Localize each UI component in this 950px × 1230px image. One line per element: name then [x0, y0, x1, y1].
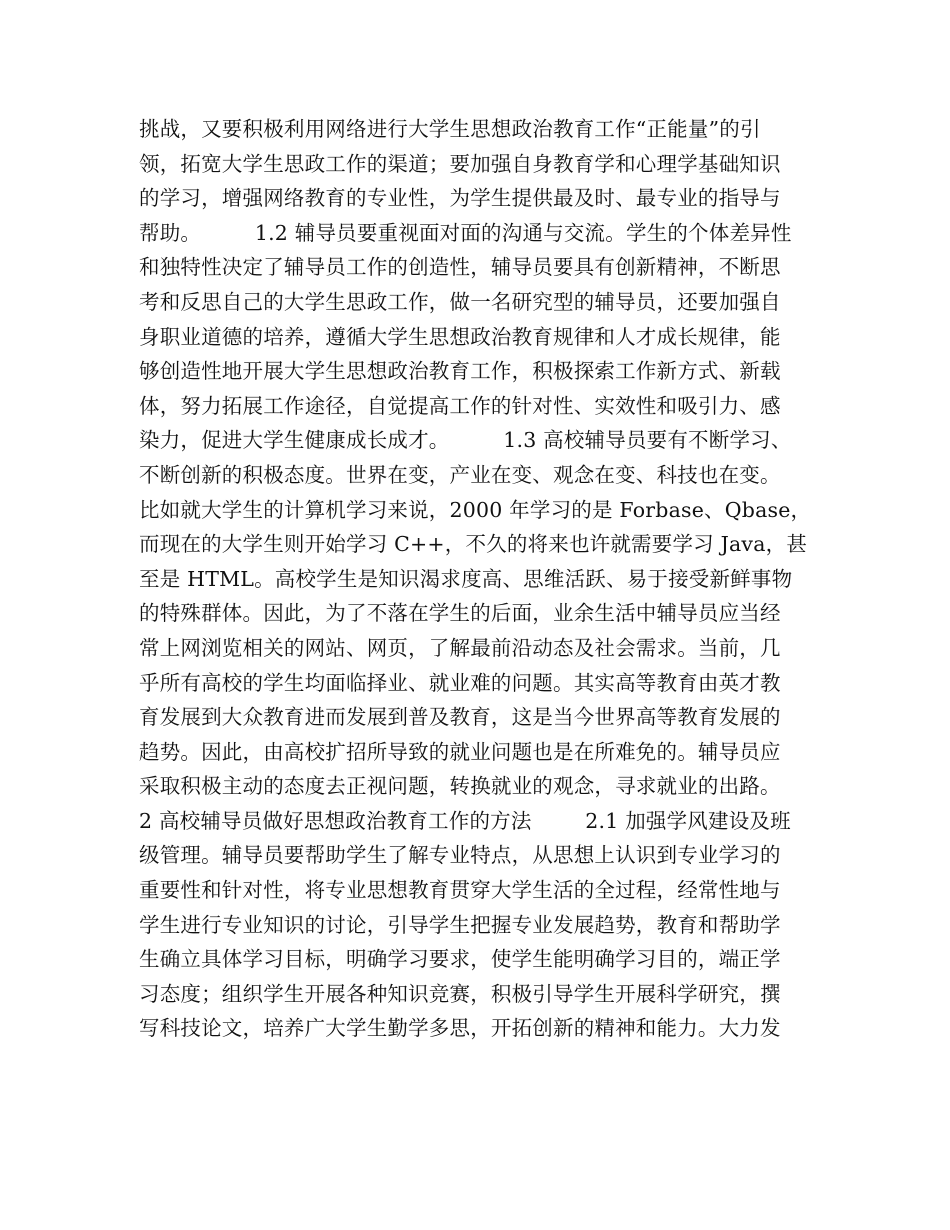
text-line: 考和反思自己的大学生思政工作，做一名研究型的辅导员，还要加强自	[139, 289, 781, 314]
text-line: 不断创新的积极态度。世界在变，产业在变、观念在变、科技也在变。	[139, 462, 781, 487]
text-line: 常上网浏览相关的网站、网页，了解最前沿动态及社会需求。当前，几	[139, 635, 781, 660]
text-line: 趋势。因此，由高校扩招所导致的就业问题也是在所难免的。辅导员应	[139, 739, 781, 764]
text-line: 2 高校辅导员做好思想政治教育工作的方法 2.1 加强学风建设及班	[139, 808, 791, 833]
text-line: 的特殊群体。因此，为了不落在学生的后面，业余生活中辅导员应当经	[139, 601, 781, 626]
body-text	[139, 112, 829, 1046]
text-line: 育发展到大众教育进而发展到普及教育，这是当今世界高等教育发展的	[139, 705, 781, 730]
text-line: 采取积极主动的态度去正视问题，转换就业的观念，寻求就业的出路。	[139, 774, 781, 799]
text-line: 至是 HTML。高校学生是知识渴求度高、思维活跃、易于接受新鲜事物	[139, 566, 793, 591]
text-line: 挑战，又要积极利用网络进行大学生思想政治教育工作“正能量”的引	[139, 117, 761, 141]
text-line: 学生进行专业知识的讨论，引导学生把握专业发展趋势，教育和帮助学	[139, 912, 781, 937]
text-line: 身职业道德的培养，遵循大学生思想政治教育规律和人才成长规律，能	[139, 324, 781, 349]
text-line: 生确立具体学习目标，明确学习要求，使学生能明确学习目的，端正学	[139, 947, 781, 972]
text-line: 而现在的大学生则开始学习 C++，不久的将来也许就需要学习 Java，甚	[139, 532, 808, 557]
text-line: 比如就大学生的计算机学习来说，2000 年学习的是 Forbase、Qbase，	[139, 497, 812, 522]
text-line: 习态度；组织学生开展各种知识竞赛，积极引导学生开展科学研究，撰	[139, 981, 781, 1006]
text-line: 乎所有高校的学生均面临择业、就业难的问题。其实高等教育由英才教	[139, 670, 781, 695]
text-line: 的学习，增强网络教育的专业性，为学生提供最及时、最专业的指导与	[139, 186, 781, 211]
text-line: 领，拓宽大学生思政工作的渠道；要加强自身教育学和心理学基础知识	[139, 151, 781, 176]
text-line: 重要性和针对性，将专业思想教育贯穿大学生活的全过程，经常性地与	[139, 878, 781, 903]
text-line: 写科技论文，培养广大学生勤学多思，开拓创新的精神和能力。大力发	[139, 1016, 781, 1041]
text-line: 体，努力拓展工作途径，自觉提高工作的针对性、实效性和吸引力、感	[139, 393, 781, 418]
text-line: 级管理。辅导员要帮助学生了解专业特点，从思想上认识到专业学习的	[139, 843, 781, 868]
text-line: 和独特性决定了辅导员工作的创造性，辅导员要具有创新精神，不断思	[139, 255, 781, 280]
text-line: 帮助。 1.2 辅导员要重视面对面的沟通与交流。学生的个体差异性	[139, 220, 792, 245]
text-line: 够创造性地开展大学生思想政治教育工作，积极探索工作新方式、新载	[139, 359, 781, 384]
text-line: 染力，促进大学生健康成长成才。 1.3 高校辅导员要有不断学习、	[139, 428, 792, 453]
